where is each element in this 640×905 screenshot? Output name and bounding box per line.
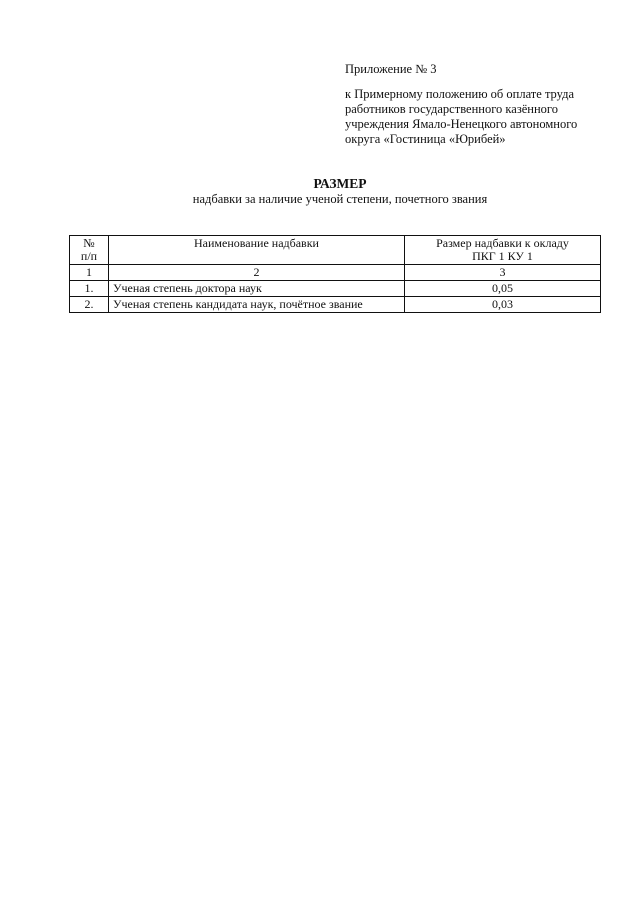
table-row bbox=[70, 297, 601, 313]
header-name: Наименование надбавки bbox=[109, 236, 405, 265]
row-name: Ученая степень кандидата наук, почётное звание bbox=[109, 297, 405, 313]
row-value: 0,03 bbox=[405, 297, 601, 313]
row-value: 0,05 bbox=[405, 281, 601, 297]
row-number: 1. bbox=[70, 281, 109, 297]
row-name: Ученая степень доктора наук bbox=[109, 281, 405, 297]
header-number-line2: п/п bbox=[80, 249, 98, 263]
header-size bbox=[405, 236, 601, 265]
appendix-line-3: учреждения Ямало-Ненецкого автономного bbox=[345, 117, 578, 131]
document-subtitle: надбавки за наличие ученой степени, почетного звания bbox=[192, 192, 488, 206]
table-header-row bbox=[70, 236, 601, 265]
index-cell: 2 bbox=[109, 265, 405, 281]
appendix-block bbox=[345, 62, 605, 147]
header-size-line1: Размер надбавки к окладу bbox=[436, 236, 569, 250]
appendix-line-2: работников государственного казённого bbox=[345, 102, 559, 116]
header-number bbox=[70, 236, 109, 265]
appendix-line-1: к Примерному положению об оплате труда bbox=[345, 87, 575, 101]
allowance-table bbox=[69, 235, 601, 313]
index-cell: 3 bbox=[405, 265, 601, 281]
table-index-row bbox=[70, 265, 601, 281]
appendix-title: Приложение № 3 bbox=[345, 62, 437, 76]
table-row bbox=[70, 281, 601, 297]
index-cell: 1 bbox=[70, 265, 109, 281]
row-number: 2. bbox=[70, 297, 109, 313]
header-size-line2: ПКГ 1 КУ 1 bbox=[472, 249, 533, 263]
appendix-line-4: округа «Гостиница «Юрибей» bbox=[345, 132, 506, 146]
document-title: РАЗМЕР bbox=[313, 176, 367, 191]
document-heading bbox=[60, 176, 620, 207]
header-number-line1: № bbox=[83, 236, 95, 250]
